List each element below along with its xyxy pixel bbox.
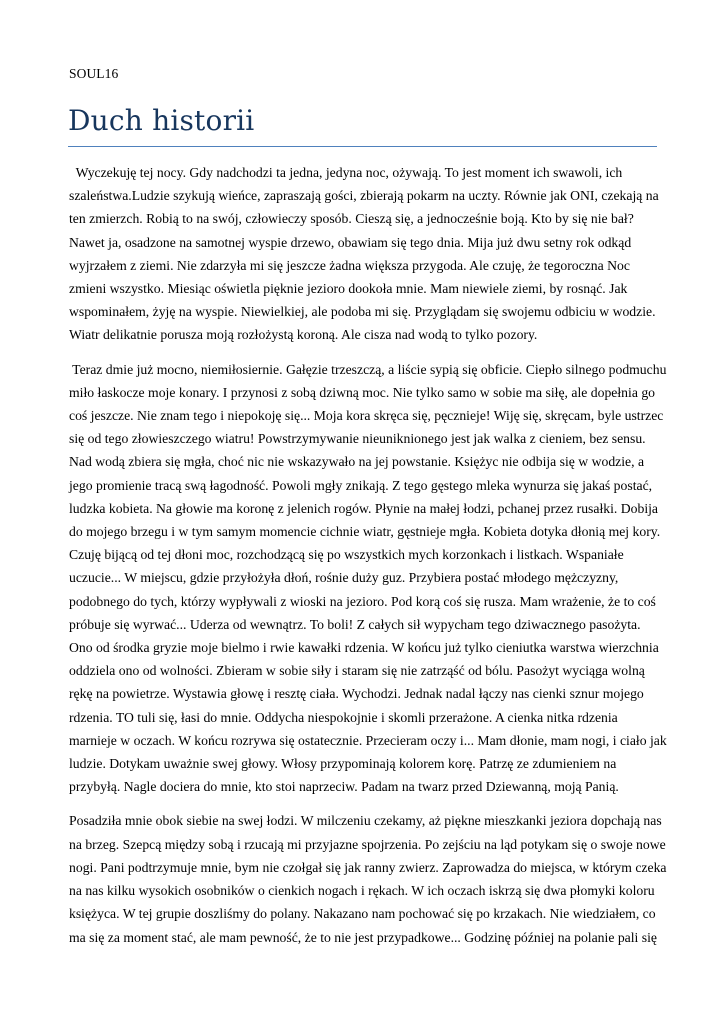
text-line: Teraz dmie już mocno, niemiłosiernie. Gałęzie trzeszczą, a liście sypią się obficie. Ciepło silnego podmuchu [69,361,667,377]
document-title: Duch historii [68,104,255,137]
text-line: Czuję bijącą od tej dłoni moc, rozchodzącą się po wszystkich mych korzonkach i listkach. Wspaniałe [69,547,624,563]
text-line: księżyca. W tej grupie doszliśmy do polany. Nakazano nam pochować się po krzakach. Nie wiedziałem, co [69,906,656,922]
title-underline-rule [68,146,657,147]
text-line: Wyczekuję tej nocy. Gdy nadchodzi ta jedna, jedyna noc, ożywają. To jest moment ich swawoli, ich [69,165,623,180]
text-line: uczucie... W miejscu, gdzie przyłożyła dłoń, rośnie duży guz. Przybiera postać młodego mężczyzny, [69,570,619,586]
text-line: na nas kilku wysokich osobników o cienkich nogach i rękach. W ich oczach iskrzą się dwa płomyki koloru [69,883,655,899]
text-line: zmieni wszystko. Miesiąc oświetla pięknie jezioro dookoła mnie. Mam niewiele ziemi, by rosnąć. Jak [69,281,628,297]
document-body [69,161,667,960]
text-line: marnieje w oczach. W końcu rozrywa się ostatecznie. Przecieram oczy i... Mam dłonie, mam nogi, i ciało jak [69,732,667,748]
body-paragraph [69,161,657,347]
text-line: na brzeg. Szepcą między sobą i rzucają mi przyjazne spojrzenia. Po zejściu na ląd potykam się o swoje nowe [69,836,666,852]
text-line: coś jeszcze. Nie znam tego i niepokoję się... Moja kora skręca się, pęcznieje! Wiję się, skręcam, byle ustrzec [69,408,664,424]
text-line: oddziela ono od wolności. Zbieram w sobie siły i staram się nie zatrząść od bólu. Pasożyt wyciąga wolną [69,663,645,679]
text-line: wspominałem, żyję na wyspie. Niewielkiej, ale podoba mi się. Przyglądam się swojemu odbiciu w wodzie. [69,304,656,320]
text-line: szaleństwa.Ludzie szykują wieńce, zapraszają gości, zbierają pokarm na uczty. Równie jak ONI, czekają na [69,188,659,204]
text-line: ma się za moment stać, ale mam pewność, że to nie jest przypadkowe... Godzinę później na polanie pali się [69,929,657,945]
text-line: jego promienie tracą swą łagodność. Powoli mgły znikają. Z tego gęstego mleka wynurza się jakaś postać, [69,477,653,493]
body-paragraph [69,358,667,799]
body-paragraph [69,809,667,948]
text-line: rdzenia. TO tuli się, łasi do mnie. Oddycha niespokojnie i skomli przerażone. A cienka nitka rdzenia [69,709,618,725]
text-line: Nawet ja, osadzone na samotnej wyspie drzewo, obawiam się tego dnia. Mija już dwu setny rok odkąd [69,234,632,250]
text-line: wyjrzałem z ziemi. Nie zdarzyła mi się jeszcze żadna większa przygoda. Ale czuję, że tegoroczna Noc [69,257,630,273]
text-line: Ono od środka gryzie moje bielmo i rwie kawałki rdzenia. W końcu już tylko cieniutka warstwa wierzchnia [69,640,659,656]
text-line: podobnego do tych, którzy wypływali z wioski na jezioro. Pod korą coś się rusza. Mam wrażenie, że to coś [69,593,656,609]
text-line: próbuje się wyrwać... Uderza od wewnątrz. To boli! Z całych sił wypycham tego dziwacznego pasożyta. [69,616,641,632]
text-line: rękę na powietrze. Wystawia głowę i resztę ciała. Wychodzi. Jednak nadal łączy nas cienki sznur mojego [69,686,644,702]
document-header-label: SOUL16 [69,66,119,81]
text-line: ludzie. Dotykam uważnie swej głowy. Włosy przypominają kolorem korę. Patrzę ze zdumieniem na [69,756,617,772]
text-line: przybyłą. Nagle dociera do mnie, kto stoi naprzeciw. Padam na twarz przed Dziewanną, moją Panią. [69,779,619,795]
text-line: Nad wodą zbiera się mgła, choć nic nie wskazywało na jej powstanie. Księżyc nie odbija się w wodzie, a [69,454,645,470]
text-line: nogi. Pani podtrzymuje mnie, bym nie czołgał się jak ranny zwierz. Zaprowadza do miejsca, w którym czeka [69,859,667,875]
text-line: do mojego brzegu i w tym samym momencie cichnie wiatr, gęstnieje mgła. Kobieta dotyka dłonią mej kory. [69,524,661,540]
text-line: ludzka kobieta. Na głowie ma koronę z jelenich rogów. Płynie na małej łodzi, pchanej przez rusałki. Dobija [69,500,658,516]
text-line: ten zmierzch. Robią to na swój, człowieczy sposób. Cieszą się, a jednocześnie boją. Kto by się nie bał? [69,211,634,227]
text-line: Posadziła mnie obok siebie na swej łodzi. W milczeniu czekamy, aż piękne mieszkanki jeziora dopchają nas [69,813,662,829]
text-line: się od tego złowieszczego wiatru! Powstrzymywanie nieuniknionego jest jak walka z cieniem, bez sensu. [69,431,646,447]
text-line: miło łaskocze moje konary. I przynosi z sobą dziwną moc. Nie tylko samo w sobie ma siłę, ale dopełnia go [69,384,656,400]
text-line: Wiatr delikatnie porusza moją rozłożystą koroną. Ale cisza nad wodą to tylko pozory. [69,327,538,343]
